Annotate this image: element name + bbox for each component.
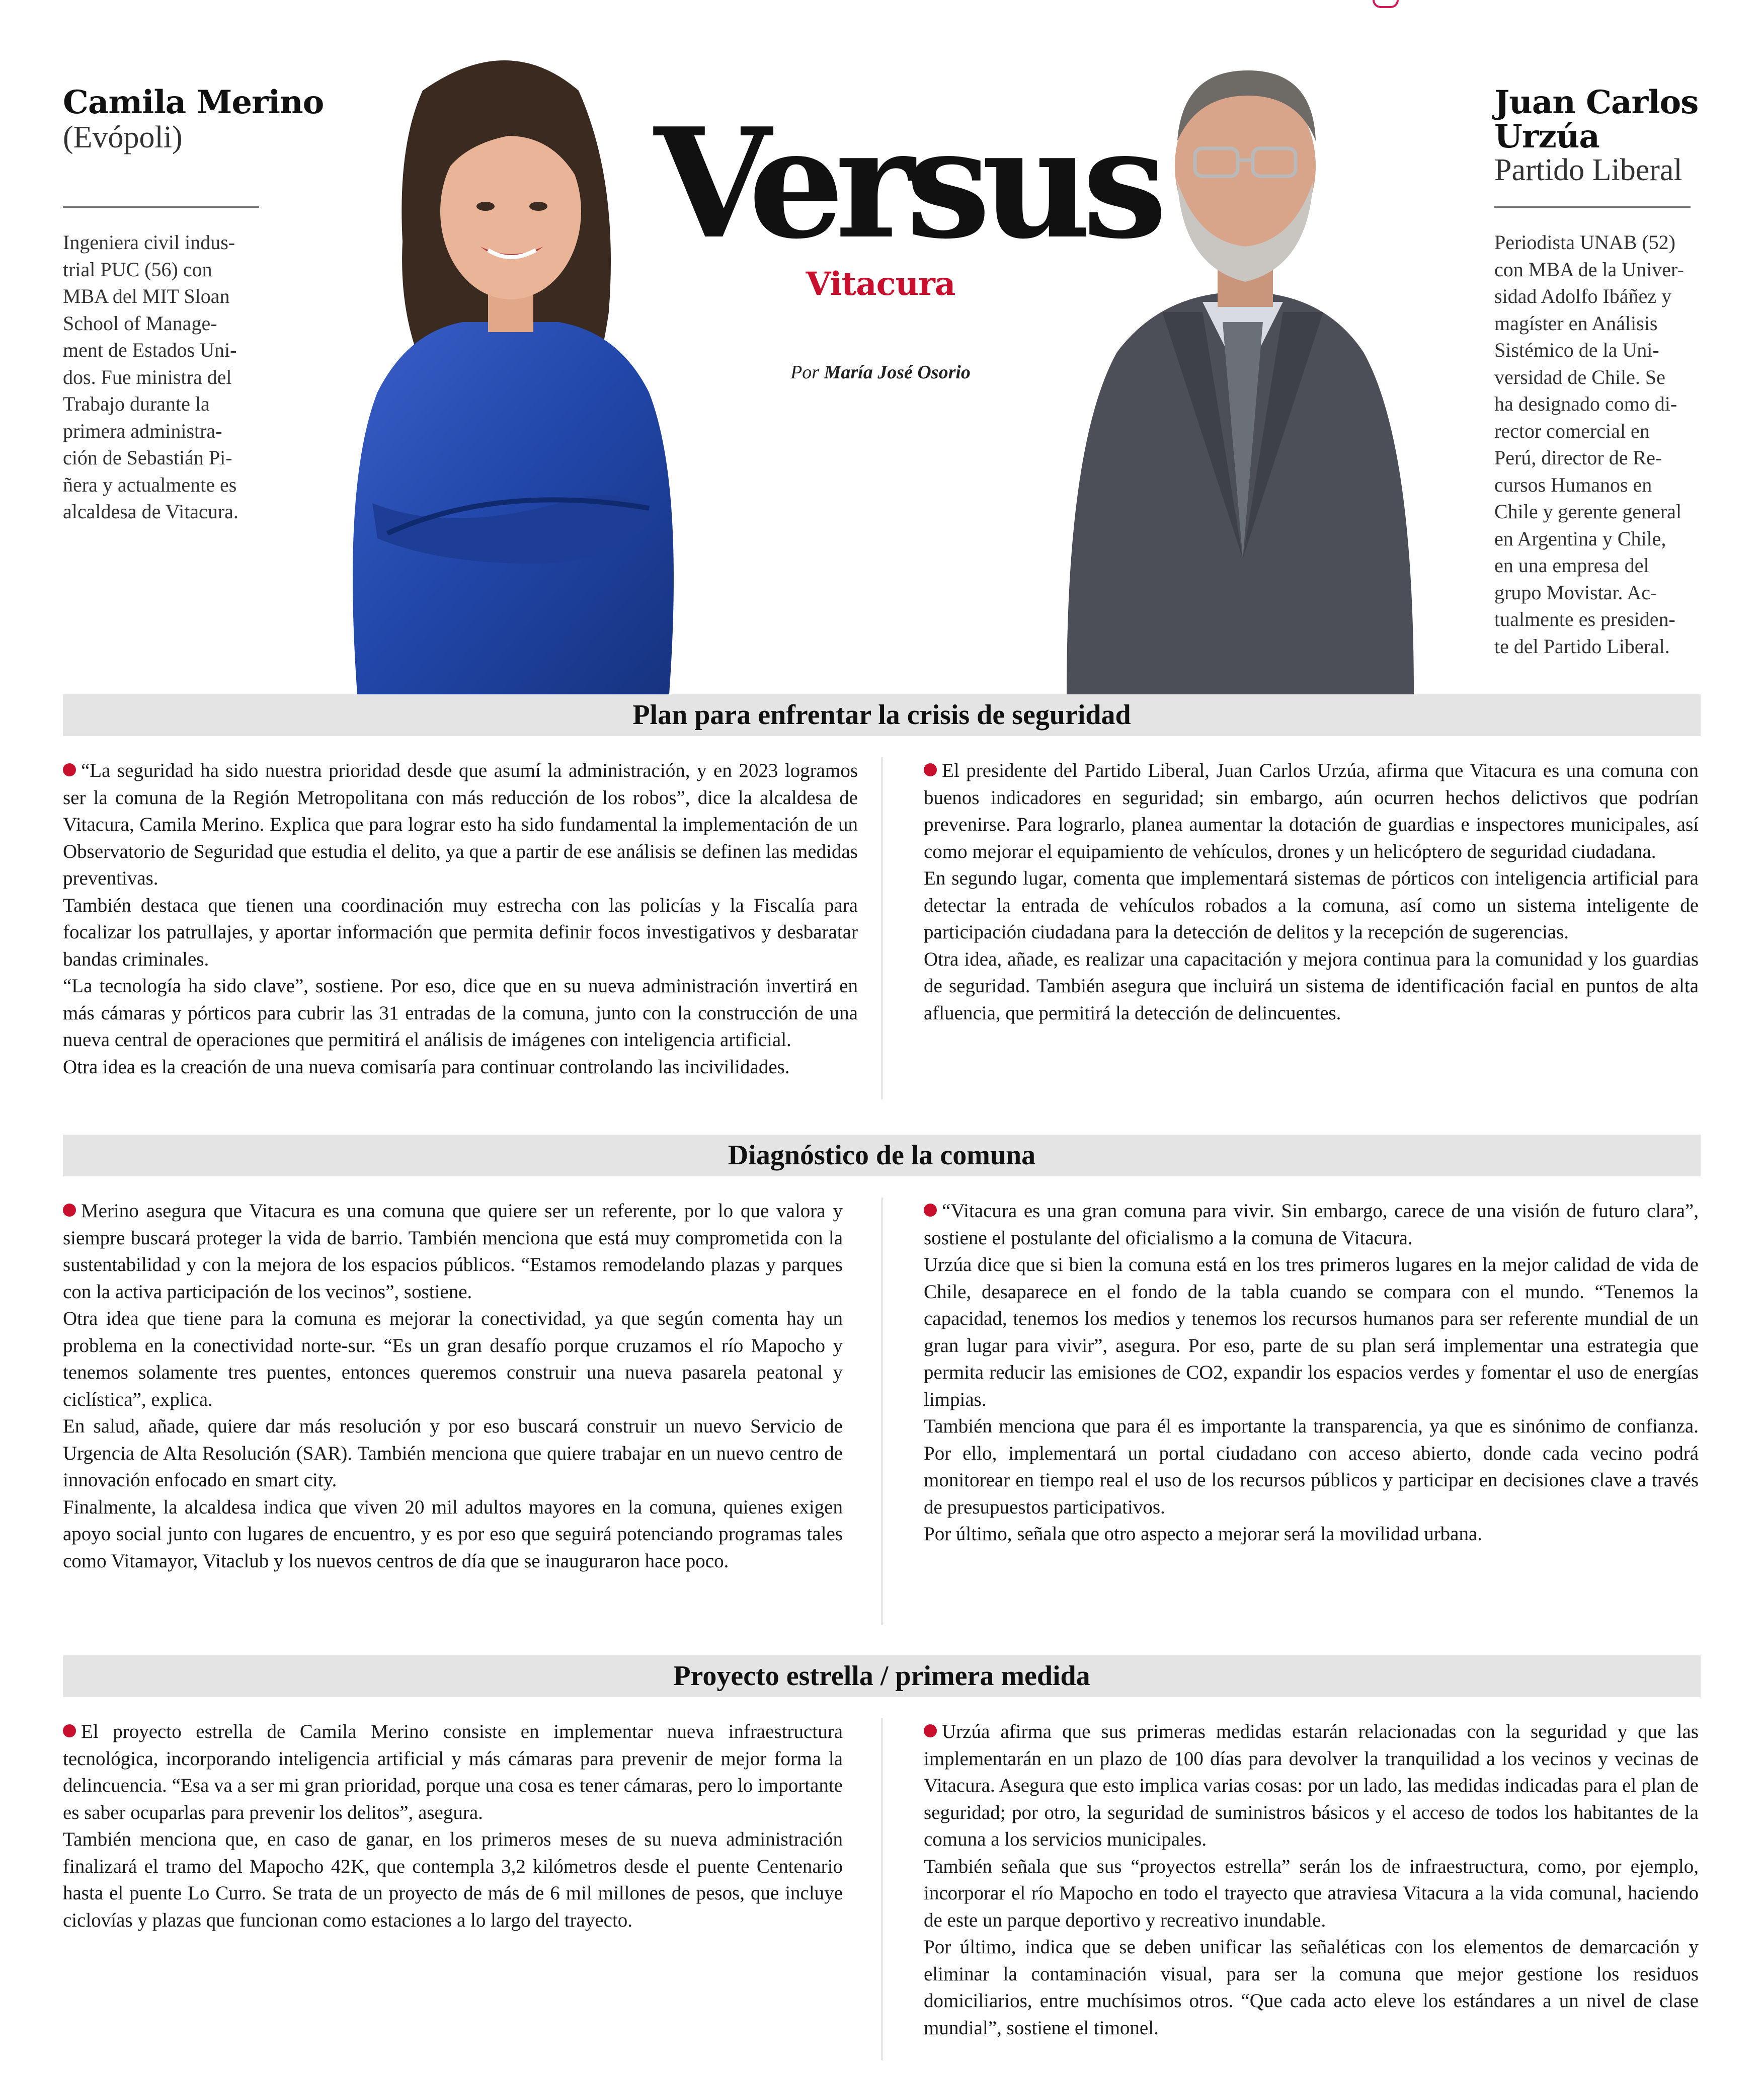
paragraph: Urzúa dice que si bien la comuna está en los tres primeros lugares en la mejor calidad de vida de Chile, desaparece en el fondo de la tabla cuando se compara con el mundo. “Tenemos la capacidad, tenemos los medios y tenemos los recursos humanos para ser referente mundial de un gran lugar para vivir”, asegura. Por eso, parte de su plan será implementar una estrategia que permita reducir las emisiones de CO2, expandir los espacios verdes y fomentar el uso de energías limpias.	[924, 1254, 1699, 1410]
diagnosis-left-column	[63, 1198, 843, 1574]
paragraph: El proyecto estrella de Camila Merino consiste en implementar nueva infraestructura tecnológica, incorporando inteligencia artificial y más cámaras para prevenir de mejor forma la delincuencia. “Esa va a ser mi gran prioridad, porque una cosa es tener cámaras, pero lo importante es saber ocuparlas para prevenir los delitos”, asegura.	[63, 1721, 843, 1823]
right-candidate-photo	[1052, 30, 1434, 694]
paragraph: El presidente del Partido Liberal, Juan Carlos Urzúa, afirma que Vitacura es una comuna con buenos indicadores en seguridad; sin embargo, aún ocurren hechos delictivos que podrían prevenirse. Para lograrlo, planea aumentar la dotación de guardias e inspectores municipales, así como mejorar el equipamiento de vehículos, drones y un helicóptero de seguridad ciudadana.	[924, 760, 1699, 862]
paragraph: Por último, indica que se deben unificar las señaléticas con los elementos de demarcación y eliminar la contaminación visual, para ser la comuna que mejor gestione los residuos domiciliarios, entre muchísimos otros. “Que cada acto eleve los estándares a un nivel de clase mundial”, sostiene el timonel.	[924, 1936, 1699, 2039]
security-left-column	[63, 757, 858, 1080]
byline	[730, 361, 1031, 383]
bullet-dot-icon	[924, 1204, 937, 1217]
section-bar-diagnosis	[63, 1135, 1701, 1176]
paragraph: Otra idea, añade, es realizar una capacitación y mejora continua para la comunidad y los guardias de seguridad. También asegura que incluirá un sistema de identificación facial en puntos de alta afluencia, que permitirá la detección de delincuentes.	[924, 948, 1699, 1024]
byline-author: María José Osorio	[824, 362, 971, 383]
paragraph: En segundo lugar, comenta que implementará sistemas de pórticos con inteligencia artificial para detectar la entrada de vehículos robados a la comuna, así como un sistema inteligente de participación ciudadana para la detección de delitos y la recepción de sugerencias.	[924, 867, 1699, 943]
section-bar-security	[63, 694, 1701, 736]
paragraph: Por último, señala que otro aspecto a mejorar será la movilidad urbana.	[924, 1523, 1483, 1545]
column-divider	[881, 757, 883, 1099]
left-candidate-bio: Ingeniera civil indus- trial PUC (56) con MBA del MIT Sloan School of Manage- ment de Estados Uni- dos. Fue ministra del Trabajo durante la primera administra- ción de Sebastián Pi- ñera y actualmente es alcaldesa de Vitacura.	[63, 231, 238, 523]
column-divider	[881, 1198, 883, 1625]
versus-title: Versus	[654, 95, 1159, 272]
section-title-security: Plan para enfrentar la crisis de seguridad	[632, 699, 1131, 731]
section-title-diagnosis: Diagnóstico de la comuna	[728, 1140, 1036, 1171]
commune-subtitle: Vitacura	[806, 265, 955, 303]
section-title-star-project: Proyecto estrella / primera medida	[673, 1660, 1090, 1692]
diagnosis-right-column	[924, 1198, 1699, 1548]
star-project-right-column	[924, 1718, 1699, 2041]
bullet-dot-icon	[63, 1724, 76, 1737]
bullet-dot-icon	[924, 1724, 937, 1737]
paragraph: “Vitacura es una gran comuna para vivir. Sin embargo, carece de una visión de futuro clara”, sostiene el postulante del oficialismo a la comuna de Vitacura.	[924, 1200, 1699, 1249]
top-accent-mark	[1373, 0, 1399, 8]
paragraph: También destaca que tienen una coordinación muy estrecha con las policías y la Fiscalía para focalizar los patrullajes, y aportar información que permita definir focos investigativos y desbaratar bandas criminales.	[63, 894, 858, 970]
bullet-dot-icon	[63, 1204, 76, 1217]
section-bar-star-project	[63, 1655, 1701, 1697]
paragraph: También menciona que para él es importante la transparencia, ya que es sinónimo de confianza. Por ello, implementará un portal ciudadano con acceso abierto, donde cada vecino podrá monitorear en tiempo real el uso de los recursos públicos y participar en decisiones clave a través de presupuestos participativos.	[924, 1415, 1699, 1518]
left-candidate-name: Camila Merino	[63, 84, 324, 121]
paragraph: Finalmente, la alcaldesa indica que viven 20 mil adultos mayores en la comuna, quienes exigen apoyo social junto con lugares de encuentro, y es por eso que seguirá potenciando programas tales como Vitamayor, Vitaclub y los nuevos centros de día que se inauguraron hace poco.	[63, 1496, 843, 1572]
right-candidate-name-line1: Juan Carlos	[1494, 84, 1699, 121]
paragraph: También señala que sus “proyectos estrella” serán los de infraestructura, como, por ejemplo, incorporar el río Mapocho en todo el trayecto que atraviesa Vitacura a la vida comunal, haciendo de este un parque deportivo y recreativo inundable.	[924, 1855, 1699, 1931]
right-candidate-name-line2: Urzúa	[1494, 118, 1599, 155]
paragraph: Merino asegura que Vitacura es una comuna que quiere ser un referente, por lo que valora y siempre buscará proteger la vida de barrio. También menciona que está muy comprometida con la sustentabilidad y con la mejora de los espacios públicos. “Estamos remodelando plazas y parques con la activa participación de los vecinos”, sostiene.	[63, 1200, 843, 1303]
paragraph: Otra idea que tiene para la comuna es mejorar la conectividad, ya que según comenta hay un problema en la conectividad norte-sur. “Es un gran desafío porque cruzamos el río Mapocho y tenemos solamente tres puentes, entonces queremos construir una nueva pasarela peatonal y ciclística”, explica.	[63, 1308, 843, 1410]
byline-prefix: Por	[790, 362, 820, 383]
right-candidate-bio: Periodista UNAB (52) con MBA de la Univer- sidad Adolfo Ibáñez y magíster en Análisis Sistémico de la Uni- versidad de Chile. Se ha designado como di- rector comercial en Perú, director de Re- cursos Humanos en Chile y gerente general en Argentina y Chile, en una empresa del grupo Movistar. Ac- tualmente es presiden- te del Partido Liberal.	[1494, 231, 1684, 658]
left-divider-rule	[63, 206, 259, 208]
right-divider-rule	[1494, 206, 1691, 208]
column-divider	[881, 1718, 883, 2060]
right-candidate-party: Partido Liberal	[1494, 153, 1682, 187]
bullet-dot-icon	[924, 763, 937, 776]
paragraph: También menciona que, en caso de ganar, en los primeros meses de su nueva administración finalizará el tramo del Mapocho 42K, que contempla 3,2 kilómetros desde el puente Centenario hasta el puente Lo Curro. Se trata de un proyecto de más de 6 mil millones de pesos, que incluye ciclovías y plazas que funcionan como estaciones a lo largo del trayecto.	[63, 1828, 843, 1931]
paragraph: “La seguridad ha sido nuestra prioridad desde que asumí la administración, y en 2023 logramos ser la comuna de la Región Metropolitana con más reducción de los robos”, dice la alcaldesa de Vitacura, Camila Merino. Explica que para lograr esto ha sido fundamental la implementación de un Observatorio de Seguridad que estudia el delito, ya que a partir de ese análisis se definen las medidas preventivas.	[63, 760, 858, 889]
left-candidate-party: (Evópoli)	[63, 120, 183, 154]
bullet-dot-icon	[63, 763, 76, 776]
paragraph: “La tecnología ha sido clave”, sostiene. Por eso, dice que en su nueva administración invertirá en más cámaras y pórticos para cubrir las 31 entradas de la comuna, junto con la construcción de una nueva central de operaciones que permitirá el análisis de imágenes con inteligencia artificial.	[63, 975, 858, 1051]
paragraph: Urzúa afirma que sus primeras medidas estarán relacionadas con la seguridad y que las implementarán en un plazo de 100 días para devolver la tranquilidad a los vecinos y vecinas de Vitacura. Asegura que esto implica varias cosas: por un lado, las medidas indicadas para el plan de seguridad; por otro, la seguridad de suministros básicos y el acceso de todos los habitantes de la comuna a los servicios municipales.	[924, 1721, 1699, 1850]
paragraph: En salud, añade, quiere dar más resolución y por eso buscará construir un nuevo Servicio de Urgencia de Alta Resolución (SAR). También menciona que quiere trabajar en un nuevo centro de innovación enfocado en smart city.	[63, 1415, 843, 1491]
security-right-column	[924, 757, 1699, 1026]
star-project-left-column	[63, 1718, 843, 1934]
paragraph: Otra idea es la creación de una nueva comisaría para continuar controlando las incivilidades.	[63, 1056, 790, 1078]
